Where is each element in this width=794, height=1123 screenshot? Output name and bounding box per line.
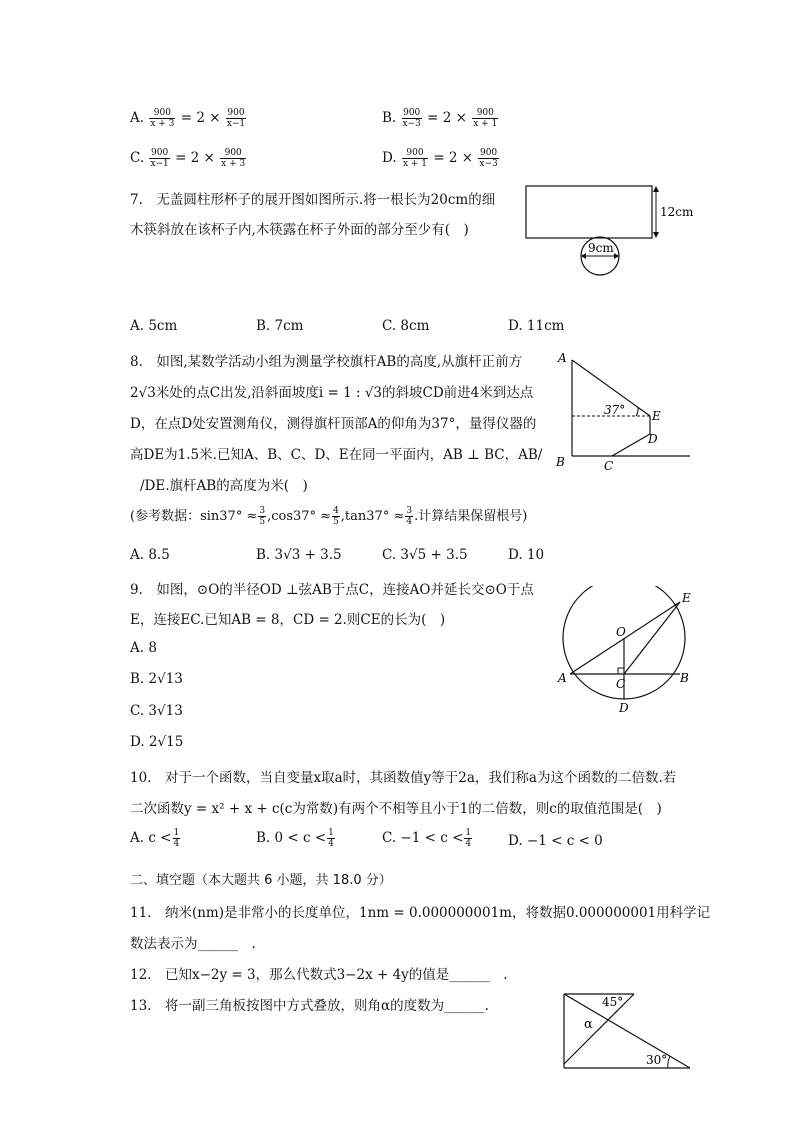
q13-text: 13. 将一副三角板按图中方式叠放，则角α的度数为______. [130, 998, 489, 1014]
q10-option-a[interactable]: A. c < $\frac{1}{4}$ [130, 828, 180, 849]
q6-option-a[interactable]: A. $\frac{900}{x + 3}$ = 2 × $\frac{900}{x-1}$ [130, 108, 246, 129]
q13-label-30: 30° [646, 1053, 668, 1067]
q8-label-a: A [558, 351, 567, 365]
q13-hypotenuse-30 [564, 994, 690, 1068]
q8-option-d[interactable]: D. 10 [508, 547, 545, 563]
q9-option-d[interactable]: D. 2√15 [130, 734, 184, 750]
q8-angle-label: 37° [604, 403, 626, 417]
q7-cylinder-figure [520, 182, 700, 278]
q6-option-b[interactable]: B. $\frac{900}{x-3}$ = 2 × $\frac{900}{x + 1}$ [382, 108, 498, 129]
q9-option-c[interactable]: C. 3√13 [130, 703, 183, 719]
q9-label-a: A [558, 671, 567, 685]
q7-option-b[interactable]: B. 7cm [256, 318, 304, 334]
q9-label-b: B [680, 671, 689, 685]
q8-option-c[interactable]: C. 3√5 + 3.5 [382, 547, 468, 563]
q8-option-b[interactable]: B. 3√3 + 3.5 [256, 547, 342, 563]
q8-option-a[interactable]: A. 8.5 [130, 547, 170, 563]
q7-diam-label: 9cm [588, 241, 614, 255]
q11-line2: 数法表示为______ . [130, 936, 256, 952]
q8-label-d: D [648, 432, 658, 446]
q9-line1: 9. 如图，⊙O的半径OD ⊥弦AB于点C，连接AO并延长交⊙O于点 [130, 582, 534, 598]
q9-label-c: C [616, 677, 626, 691]
q8-line5: /DE.旗杆AB的高度为米( ) [140, 478, 308, 494]
q7-height-label: 12cm [660, 205, 694, 219]
q8-reference-data: (参考数据：sin37° ≈ $\frac{3}{5}$ ,cos37° ≈ $\frac{4}{5}$ ,tan37° ≈ $\frac{3}{4}$ .计算结果保留根号) [130, 506, 528, 527]
q9-option-a[interactable]: A. 8 [130, 640, 157, 656]
section-2-title: 二、填空题（本大题共 6 小题，共 18.0 分） [130, 873, 392, 888]
q9-label-e: E [682, 591, 691, 605]
q7-option-c[interactable]: C. 8cm [382, 318, 430, 334]
q10-line2: 二次函数y = x² + x + c(c为常数)有两个不相等且小于1的二倍数，则c的取值范围是( ) [130, 801, 662, 817]
q10-line1: 10. 对于一个函数，当自变量x取a时，其函数值y等于2a，我们称a为这个函数的二倍数.若 [130, 770, 677, 786]
q7-line2: 木筷斜放在该杯子内,木筷露在杯子外面的部分至少有( ) [130, 222, 469, 238]
q8-slope-cd [612, 434, 650, 456]
q9-label-o: O [616, 625, 626, 639]
q9-label-d: D [619, 701, 629, 715]
q6-option-c[interactable]: C. $\frac{900}{x-1}$ = 2 × $\frac{900}{x + 3}$ [130, 148, 246, 169]
q8-line1: 8. 如图,某数学活动小组为测量学校旗杆AB的高度,从旗杆正前方 [130, 354, 523, 370]
q8-line4: 高DE为1.5米.已知A、B、C、D、E在同一平面内，AB ⊥ BC，AB/ [130, 447, 543, 463]
q7-rect [526, 186, 652, 238]
q10-option-b[interactable]: B. 0 < c < $\frac{1}{4}$ [256, 828, 334, 849]
q6-option-d[interactable]: D. $\frac{900}{x + 1}$ = 2 × $\frac{900}{x-3}$ [382, 148, 498, 169]
q11-line1: 11. 纳米(nm)是非常小的长度单位，1nm = 0.000000001m，将数据0.000000001用科学记 [130, 905, 711, 921]
q13-triangles-figure [558, 990, 694, 1072]
q8-label-b: B [556, 455, 565, 469]
q8-line2: 2√3米处的点C出发,沿斜面坡度i = 1 : √3的斜坡CD前进4米到达点 [130, 385, 534, 401]
q8-line3: D，在点D处安置测角仪，测得旗杆顶部A的仰角为37°，量得仪器的 [130, 416, 537, 432]
q8-label-c: C [604, 459, 614, 473]
q9-line2: E，连接EC.已知AB = 8，CD = 2.则CE的长为( ) [130, 612, 446, 628]
q12-text: 12. 已知x−2y = 3，那么代数式3−2x + 4y的值是______ . [130, 967, 508, 983]
q13-label-alpha: α [584, 1017, 593, 1032]
q9-right-angle [618, 668, 624, 674]
q10-option-c[interactable]: C. −1 < c < $\frac{1}{4}$ [382, 828, 472, 849]
q13-label-45: 45° [602, 995, 624, 1009]
q9-option-b[interactable]: B. 2√13 [130, 671, 183, 687]
q7-option-a[interactable]: A. 5cm [130, 318, 178, 334]
q7-option-d[interactable]: D. 11cm [508, 318, 565, 334]
q10-option-d[interactable]: D. −1 < c < 0 [508, 833, 603, 849]
q9-line-ce [624, 602, 680, 674]
q7-line1: 7. 无盖圆柱形杯子的展开图如图所示.将一根长为20cm的细 [130, 192, 496, 208]
q8-flagpole-figure [550, 346, 694, 476]
q9-circle-figure [556, 586, 700, 718]
q8-label-e: E [652, 409, 661, 423]
